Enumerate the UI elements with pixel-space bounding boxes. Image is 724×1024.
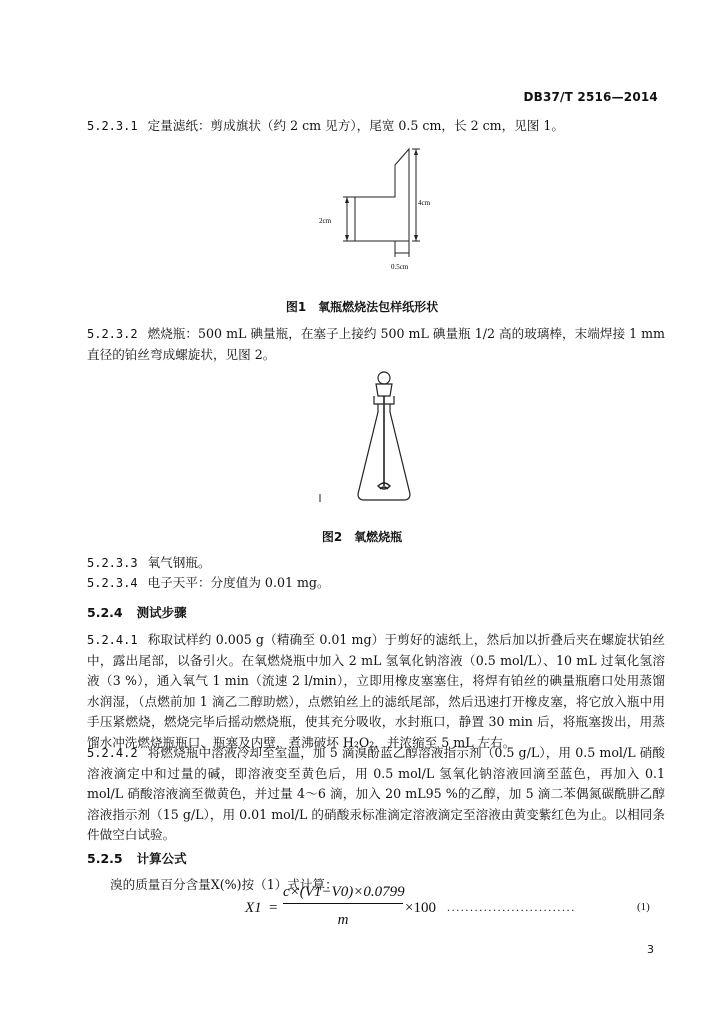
formula-denominator: m (337, 912, 349, 928)
label-4cm: 4cm (418, 199, 431, 207)
heading-number: 5.2.5 (87, 851, 123, 866)
figure-2-caption: 图2 氧燃烧瓶 (321, 530, 403, 544)
fraction-bar (283, 903, 403, 904)
formula-times-100: ×100 (405, 900, 436, 916)
clause-text: 燃烧瓶：500 mL 碘量瓶，在塞子上接约 500 mL 碘量瓶 1/2 高的玻璃棒，末端焊接 1 mm 直径的铂丝弯成螺旋状，见图 2。 (87, 326, 665, 362)
clause-text: 称取试样约 0.005 g（精确至 0.01 mg）于剪好的滤纸上，然后加以折叠后夹在螺旋状铂丝中，露出尾部，以备引火。在氧燃烧瓶中加入 2 mL 氢氧化钠溶液（0.5 mol/L）、10 mL 过氧化氢溶液（3 %），通入氧气 1 min（流速 2 l/min），立即用橡皮塞塞住，将焊有铂丝的碘量瓶磨口处用蒸馏水润湿，（点燃前加 1 滴乙二醇助燃），点燃铂丝上的滤纸尾部，然后迅速打开橡皮塞，将它放入瓶中用手压紧燃烧，燃烧完毕后摇动燃烧瓶，使其充分吸收，水封瓶口，静置 30 min 后，将瓶塞拨出，用蒸馏水冲洗燃烧瓶瓶口、瓶塞及内壁，煮沸破坏 H₂O₂，并浓缩至 5 mL 左右。 (87, 632, 665, 750)
clause-5-2-3-1 (87, 116, 665, 137)
formula-number: (1) (637, 901, 650, 913)
heading-title: 计算公式 (136, 851, 187, 866)
clause-5-2-4-1 (87, 630, 665, 753)
clause-text: 定量滤纸：剪成旗状（约 2 cm 见方），尾宽 0.5 cm，长 2 cm，见图 1。 (147, 118, 565, 133)
figure-1-caption: 图1 氧瓶燃烧法包样纸形状 (285, 300, 439, 314)
label-2cm: 2cm (319, 217, 332, 225)
clause-text: 电子天平：分度值为 0.01 mg。 (147, 575, 330, 590)
clause-5-2-3-3 (87, 553, 665, 574)
clause-5-2-4-2 (87, 743, 665, 846)
formula-leader-dots: ............................ (447, 900, 576, 914)
formula-1 (245, 884, 665, 934)
clause-number: 5.2.3.1 (87, 119, 138, 133)
heading-5-2-4 (87, 603, 187, 621)
formula-intro: 溴的质量百分含量X(%)按（1）式计算： (110, 877, 338, 892)
figure-2-combustion-flask-diagram (318, 368, 428, 513)
stopper (376, 384, 392, 396)
heading-title: 测试步骤 (136, 605, 187, 620)
formula-lhs: X1 (245, 900, 262, 916)
formula-equals: = (269, 900, 278, 916)
clause-number: 5.2.3.4 (87, 576, 138, 590)
label-05cm: 0.5cm (391, 263, 409, 271)
stopper-knob (378, 372, 390, 384)
clause-text: 将燃烧瓶中溶液冷却至室温，加 5 滴溴酚蓝乙醇溶液指示剂（0.5 g/L），用 0.5 mol/L 硝酸溶液滴定中和过量的碱，即溶液变至黄色后，用 0.5 mol/L 氢氧化钠溶液回滴至蓝色，再加入 0.1 mol/L 硝酸溶液滴至微黄色，并过量 4～6 滴，加入 20 mL95 %的乙醇，加 5 滴二苯偶氮碳酰肼乙醇溶液指示剂（15 g/L），用 0.01 mol/L 的硝酸汞标准滴定溶液滴定至溶液由黄变紫红色为止。以相同条件做空白试验。 (87, 745, 665, 842)
heading-number: 5.2.4 (87, 605, 123, 620)
filter-paper-outline (355, 149, 409, 241)
document-code: DB37/T 2516—2014 (523, 90, 658, 104)
clause-number: 5.2.4.1 (87, 633, 138, 647)
clause-text: 氧气钢瓶。 (147, 555, 211, 570)
clause-number: 5.2.3.3 (87, 556, 138, 570)
figure-1-filter-paper-diagram (315, 145, 445, 275)
formula-numerator: c×(V1−V0)×0.0799 (283, 884, 405, 900)
clause-number: 5.2.3.2 (87, 327, 138, 341)
heading-5-2-5 (87, 849, 187, 867)
clause-5-2-3-2 (87, 324, 665, 365)
clause-5-2-3-4 (87, 573, 665, 594)
clause-number: 5.2.4.2 (87, 746, 138, 760)
page-number: 3 (647, 943, 654, 956)
